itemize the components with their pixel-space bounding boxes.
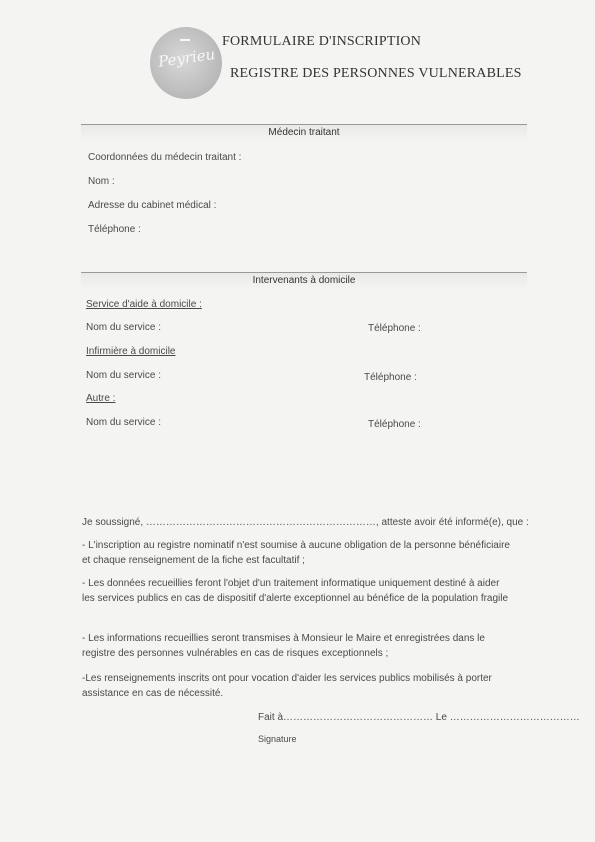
- label-service-aide: Service d'aide à domicile :: [86, 299, 202, 310]
- label-telephone-infirmiere: Téléphone :: [364, 372, 417, 383]
- attestation-point-3: - Les informations recueillies seront transmises à Monsieur le Maire et enregistrées dans le registre des personnes vulnérables en cas de risques exceptionnels ;: [82, 633, 485, 659]
- label-telephone-service-aide: Téléphone :: [368, 323, 421, 334]
- label-telephone-medecin: Téléphone :: [88, 224, 141, 235]
- label-coordonnees-medecin: Coordonnées du médecin traitant :: [88, 152, 242, 163]
- form-subtitle: REGISTRE DES PERSONNES VULNERABLES: [230, 66, 522, 81]
- fait-a-le-line: Fait à……………………………………… Le …………………………………: [258, 712, 580, 723]
- logo-text: Peyrieu: [157, 45, 217, 71]
- label-nom-service-infirmiere: Nom du service :: [86, 370, 162, 381]
- attestation-intro: Je soussigné, ……………………………………………………………, atteste avoir été informé(e), que :: [82, 517, 529, 528]
- section-intervenants-title: Intervenants à domicile: [81, 272, 527, 289]
- form-title: FORMULAIRE D'INSCRIPTION: [222, 34, 422, 49]
- attestation-point-2: - Les données recueillies feront l'objet d'un traitement informatique uniquement destiné à aider les services publics en cas de dispositif d'alerte exceptionnel au bénéfice de la population fragile: [82, 578, 509, 604]
- attestation-point-1: - L'inscription au registre nominatif n'est soumise à aucune obligation de la personne bénéficiaire et chaque renseignement de la fiche est facultatif ;: [82, 540, 510, 566]
- label-nom-service-autre: Nom du service :: [86, 417, 162, 428]
- label-autre: Autre :: [86, 393, 116, 404]
- section-medecin-title: Médecin traitant: [81, 124, 527, 141]
- attestation-point-4: -Les renseignements inscrits ont pour vocation d'aider les services publics mobilisés à porter assistance en cas de nécessité.: [82, 673, 492, 699]
- label-infirmiere: Infirmière à domicile: [86, 346, 176, 357]
- label-nom-service-aide: Nom du service :: [86, 322, 162, 333]
- logo: [150, 27, 222, 99]
- label-nom-medecin: Nom :: [88, 176, 115, 187]
- signature-label: Signature: [258, 734, 297, 744]
- crown-icon: [180, 39, 190, 47]
- label-telephone-autre: Téléphone :: [368, 419, 421, 430]
- label-adresse-cabinet: Adresse du cabinet médical :: [88, 200, 217, 211]
